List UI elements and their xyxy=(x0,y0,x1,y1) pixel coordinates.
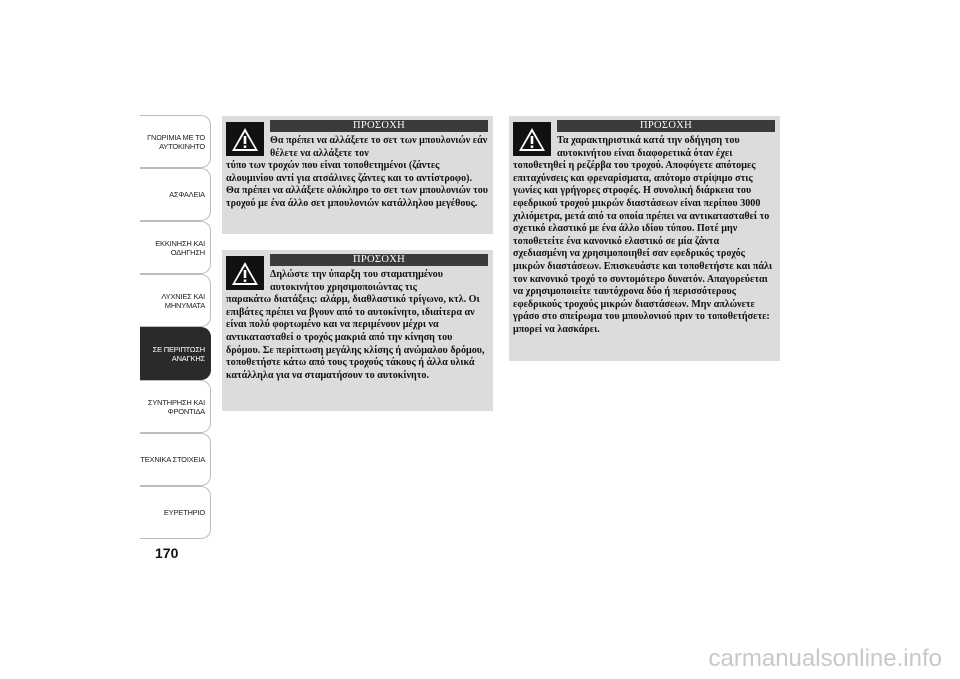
caution-body-text: παρακάτω διατάξεις: αλάρμ, διαθλαστικό τρίγωνο, κτλ. Οι επιβάτες πρέπει να βγουν από το αυτοκίνητο, ιδιαίτερα αν είναι πολύ φορτωμένο και να περιμένουν μέχρι να αντικατασταθεί ο τροχός μακριά από την κίνηση του δρόμου. Σε περίπτωση μεγάλης κλίσης ή ανώμαλου δρόμου, τοποθετήστε κάτω από τους τροχούς τάκους ή άλλα υλικά κατάλληλα για να σταματήσουν το αυτοκίνητο. xyxy=(226,294,485,381)
tab-label: ΕΥΡΕΤΗΡΙΟ xyxy=(163,508,205,517)
tab-emergency[interactable] xyxy=(140,327,211,380)
tab-label: ΓΝΩΡΙΜΙΑ ΜΕ ΤΟ ΑΥΤΟΚΙΝΗΤΟ xyxy=(147,132,205,151)
tab-getting-to-know[interactable] xyxy=(140,115,211,168)
caution-box-wheel-bolts xyxy=(222,116,493,234)
warning-triangle-icon xyxy=(226,256,264,290)
tab-starting-driving[interactable] xyxy=(140,221,211,274)
chapter-tabs xyxy=(140,115,211,539)
caution-body-text: τύπο των τροχών που είναι τοποθετημένοι (ζάντες αλουμινίου αντί για ατσάλινες ζάντες και το αντίστροφο). Θα πρέπει να αλλάξετε ολόκληρο το σετ των μπουλονιών του τροχού με ένα άλλο σετ μπουλονιών κατάλληλου μεγέθους. xyxy=(226,160,489,209)
tab-label: ΣΕ ΠΕΡΙΠΤΩΣΗ ΑΝΑΓΚΗΣ xyxy=(152,344,205,363)
caution-box-stopped-vehicle xyxy=(222,250,493,411)
tab-safety[interactable] xyxy=(140,168,211,221)
tab-technical-data[interactable] xyxy=(140,433,211,486)
tab-label: ΤΕΧΝΙΚΑ ΣΤΟΙΧΕΙΑ xyxy=(140,455,205,464)
caution-body-text: τοποθετηθεί η ρεζέρβα του τροχού. Αποφύγετε απότομες επιταχύνσεις και φρεναρίσματα, απότομο στρίψιμο στις γωνίες και γρήγορες στροφές. Η συνολική διάρκεια του εφεδρικού τροχού μικρών διαστάσεων είναι περίπου 3000 χιλιόμετρα, μετά από τα οποία πρέπει να αντικατασταθεί το σχετικό ελαστικό με ένα άλλο ιδίου τύπου. Ποτέ μην τοποθετείτε ένα κανονικό ελαστικό σε μία ζάντα σχεδιασμένη να χρησιμοποιηθεί σαν εφεδρικός τροχός μικρών διαστάσεων. Επισκευάστε και τοποθετήστε και πάλι τον κανονικό τροχό το συντομότερο δυνατόν. Απαγορεύεται να χρησιμοποιείτε ταυτόχρονα δύο ή περισσότερους εφεδρικούς τροχούς μικρών διαστάσεων. Μην απλώνετε γράσο στο σπείρωμα του μπουλονιού πριν το τοποθετήσετε: μπορεί να λασκάρει. xyxy=(513,160,773,335)
caution-box-spare-wheel xyxy=(509,116,780,361)
tab-label: ΛΥΧΝΙΕΣ ΚΑΙ ΜΗΝΥΜΑΤΑ xyxy=(161,291,205,310)
caution-head-text: Τα χαρακτηριστικά κατά την οδήγηση του αυτοκινήτου είναι διαφορετικά όταν έχει xyxy=(557,135,740,159)
warning-triangle-icon xyxy=(513,122,551,156)
tab-label: ΑΣΦΑΛΕΙΑ xyxy=(169,190,205,199)
caution-title: ΠΡΟΣΟΧΗ xyxy=(270,254,488,266)
tab-label: ΣΥΝΤΗΡΗΣΗ ΚΑΙ ΦΡΟΝΤΙΔΑ xyxy=(147,397,205,416)
caution-head-text: Δηλώστε την ύπαρξη του σταματημένου αυτοκινήτου χρησιμοποιώντας τις xyxy=(270,269,443,293)
tab-label: ΕΚΚΙΝΗΣΗ ΚΑΙ ΟΔΗΓΗΣΗ xyxy=(155,238,205,257)
caution-title: ΠΡΟΣΟΧΗ xyxy=(557,120,775,132)
tab-maintenance[interactable] xyxy=(140,380,211,433)
warning-triangle-icon xyxy=(226,122,264,156)
page-number: 170 xyxy=(155,545,179,561)
caution-title: ΠΡΟΣΟΧΗ xyxy=(270,120,488,132)
caution-head-text: Θα πρέπει να αλλάξετε το σετ των μπουλονιών εάν θέλετε να αλλάξετε τον xyxy=(270,135,488,159)
watermark: carmanualsonline.info xyxy=(708,645,942,672)
tab-lights-messages[interactable] xyxy=(140,274,211,327)
tab-index[interactable] xyxy=(140,486,211,539)
